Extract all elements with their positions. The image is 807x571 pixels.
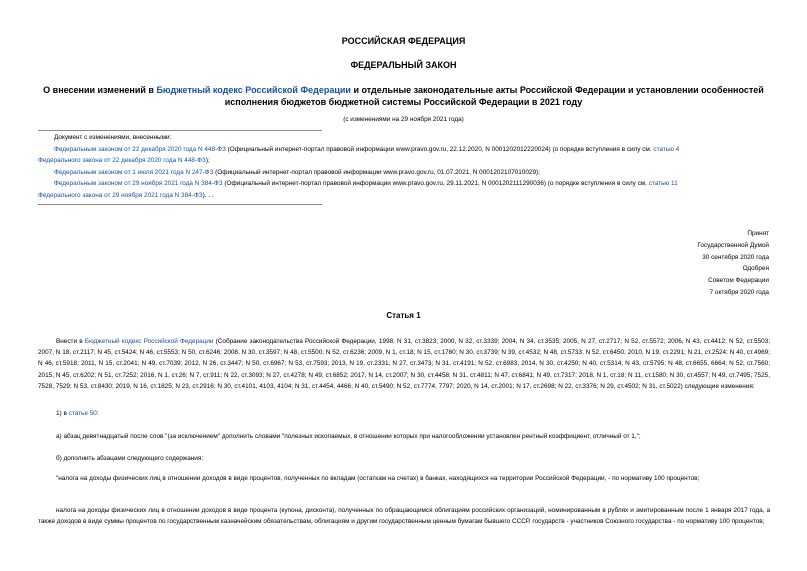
article-50-link[interactable]: статье 50 — [68, 410, 97, 417]
change-link-1c[interactable]: Федерального закона от 22 декабря 2020 года N 448-ФЗ — [38, 157, 206, 164]
p2-prefix: 1) в — [56, 410, 69, 417]
divider-top — [38, 130, 322, 131]
approved-date: 7 октября 2020 года — [709, 288, 769, 296]
p1-text: (Собрание законодательства Российской Федерации, 1998, N 31, ст.3823; 2000, N 32, ст.3339; 2004, N 34, ст.3535; 2005, N 27, ст.2717; N 52, ст.5572; 2006, N 43, ст.4412; N 52, ст.5503; 2007, N 18, ст.2117; N 45, ст.5424; N 46, ст.5553; N 50, ст.6246; 2008, N 30, ст.3597; N 48, ст.5500; N 52, ст.6236; 2009, N 1, ст.18; N 15, ст.1780; N 30, ст.3739; N 39, ст.4532; N 48, ст.5733; N 52, ст.6450; 2010, N 19, ст.2291; N 21, ст.2524; N 40, ст.4969; N 46, ст.5918; 2011, N 15, ст.2041; N 49, ст.7039; 2012, N 26, ст.3447; N 50, ст.6967; N 53, ст.7593; 2013, N 19, ст.2331; N 27, ст.3473; N 31, ст.4191; N 52, ст.6983; 2014, N 30, ст.4250; N 40, ст.5314; N 43, ст.5795; N 48, ст.6655, 6664; N 52, ст.7560; 2015, N 45, ст.6202; N 51, ст.7252; 2016, N 1, ст.26; N 7, ст.911; N 22, ст.3093; N 27, ст.4278; N 49, ст.6852; 2017, N 14, ст.2007; N 30, ст.4458; N 31, ст.4811; N 47, ст.6841; N 49, ст.7317; 2018, N 1, ст.18; N 11, ст.1580; N 30, ст.4557; N 49, ст.7495, 7525, 7528, 7529; N 53, ст.8430; 2019, N 16, ст.1825; N 23, ст.2916; N 30, ст.4101, 4103, 4104; N 31, ст.4454, 4466; N 40, ст.5490; N 52, ст.7774, 7797; 2020, N 14, ст.2001; N 17, ст.2698; N 22, ст.3376; N 29, ст.4502; N 31, ст.5022) следующие изменения: — [38, 338, 770, 390]
article-paragraph-3: а) абзац девятнадцатый после слов "(за исключением" дополнить словами "полезных ископаемых, в отношении которых при налогообложении установлен рентный коэффициент, отличный от 1,"; — [56, 433, 641, 440]
change-link-3[interactable]: Федеральным законом от 29 ноября 2021 года N 384-ФЗ — [54, 180, 223, 187]
title-line2: исполнения бюджетов бюджетной системы Российской Федерации в 2021 году — [224, 97, 583, 107]
p2-tail: : — [96, 410, 99, 417]
adoption-block — [697, 228, 769, 299]
approved-by: Советом Федерации — [708, 277, 769, 285]
change-text-3: (Официальный интернет-портал правовой информации www.pravo.gov.ru, 29.11.2021, N 0001202111290036) (о порядке вступления в силу см. — [222, 180, 649, 187]
p1-prefix: Внести в — [56, 338, 85, 345]
article-paragraph-6: налога на доходы физических лиц в отношении доходов в виде процента (купона, дисконта), полученных по обращающимся облигациям российских организаций, номинированным в рублях и эмитированным после 1 января 2017 года, а также доходов в виде суммы процентов по государственным казначейским обязательствам, облигациям и другим государственным ценным бумагам бывшего СССР, государств - участников Союзного государства - по нормативу 100 процентов; — [38, 507, 770, 526]
article-paragraph-4: б) дополнить абзацами следующего содержания: — [56, 455, 204, 462]
change-item-3 — [38, 178, 770, 201]
revision-note: (с изменениями на 29 ноября 2021 года) — [343, 116, 464, 123]
law-type-heading: ФЕДЕРАЛЬНЫЙ ЗАКОН — [350, 60, 457, 70]
law-title — [0, 84, 807, 108]
article-paragraph-5: "налога на доходы физических лиц в отношении доходов в виде процентов, полученных по вкладам (остаткам на счетах) в банках, находящихся на территории Российской Федерации, - по нормативу 100 процентов; — [56, 475, 700, 482]
change-link-2[interactable]: Федеральным законом от 1 июля 2021 года N 247-ФЗ — [54, 168, 214, 176]
title-prefix: О внесении изменений в — [43, 85, 157, 95]
article-paragraph-2 — [38, 408, 770, 419]
adopted-date: 30 сентября 2020 года — [702, 253, 769, 261]
article-paragraph-1 — [38, 336, 770, 392]
approved-label: Одобрен — [742, 265, 769, 273]
adopted-by: Государственной Думой — [697, 241, 769, 249]
change-tail-1: ); — [205, 157, 210, 164]
change-link-3b[interactable]: статью 11 — [648, 180, 678, 187]
change-item-2 — [38, 167, 770, 179]
budget-code-link-2[interactable]: Бюджетный кодекс Российской Федерации — [84, 338, 214, 345]
change-text-1: (Официальный интернет-портал правовой информации www.pravo.gov.ru, 22.12.2020, N 0001202012220024) (о порядке вступления в силу см. — [225, 145, 654, 153]
change-text-2: (Официальный интернет-портал правовой информации www.pravo.gov.ru, 01.07.2021, N 0001202107010029); — [213, 168, 540, 176]
change-tail-3: ). . . — [202, 191, 214, 199]
change-link-3c[interactable]: Федерального закона от 29 ноября 2021 года N 384-ФЗ — [38, 191, 203, 199]
change-item-1 — [38, 144, 770, 167]
changes-intro: Документ с изменениями, внесенными: — [54, 134, 172, 141]
changes-block — [38, 132, 770, 201]
change-link-1b[interactable]: статью 4 — [653, 145, 680, 153]
change-link-1[interactable]: Федеральным законом от 22 декабря 2020 года N 448-ФЗ — [54, 145, 226, 153]
country-heading: РОССИЙСКАЯ ФЕДЕРАЦИЯ — [341, 36, 466, 46]
title-rest: и отдельные законодательные акты Российской Федерации и установлении особенностей — [350, 85, 764, 95]
article-title: Статья 1 — [386, 311, 421, 320]
adopted-label: Принят — [747, 230, 769, 237]
budget-code-link[interactable]: Бюджетный кодекс Российской Федерации — [156, 85, 351, 95]
divider-bottom — [38, 204, 322, 205]
